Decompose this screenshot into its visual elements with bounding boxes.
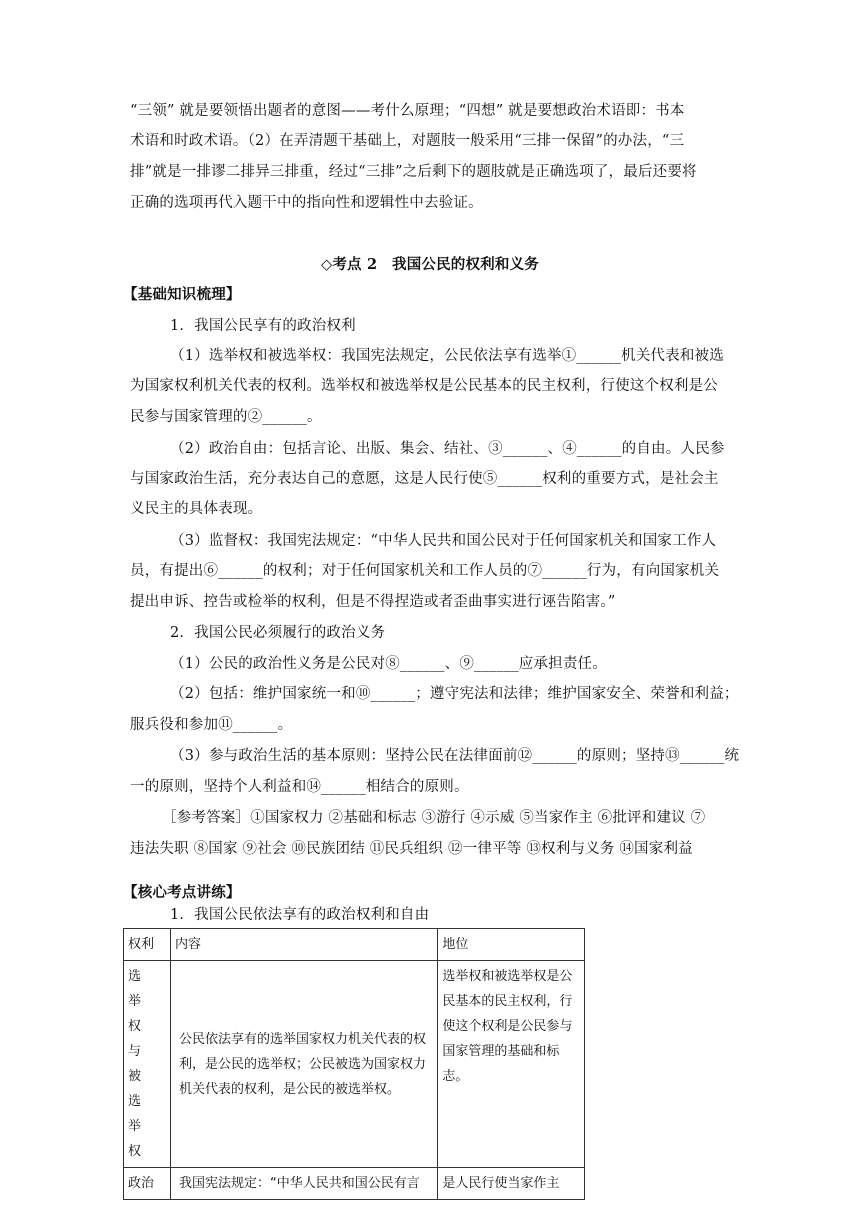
basics-item-1-title: 1．我国公民享有的政治权利 xyxy=(170,318,356,334)
basics-heading: 【基础知识梳理】 xyxy=(123,286,241,303)
header-cell-right: 权利 xyxy=(124,929,171,961)
table-header-row xyxy=(124,929,585,961)
para-3-line-1: （3）监督权：我国宪法规定：“中华人民共和国公民对于任何国家机关和国家工作人 xyxy=(170,533,717,549)
table-row xyxy=(124,1168,585,1200)
para-1-line-3: 民参与国家管理的②______。 xyxy=(130,409,322,425)
para-2-line-1: （2）政治自由：包括言论、出版、集会、结社、③______、④______的自由。人民参 xyxy=(170,441,725,457)
para-2-line-3: 义民主的具体表现。 xyxy=(130,501,263,517)
core-heading: 【核心考点讲练】 xyxy=(123,884,241,901)
row-1-status: 选举权和被选举权是公民基本的民主权利，行使这个权利是公民参与国家管理的基础和标志。 xyxy=(438,961,585,1168)
answers-line-2: 违法失职 ⑧国家 ⑨社会 ⑩民族团结 ⑪民兵组织 ⑫一律平等 ⑬权利与义务 ⑭国家利益 xyxy=(130,841,693,857)
duty-2-line-2: 服兵役和参加⑪______。 xyxy=(130,717,293,733)
row-2-content: 我国宪法规定：“中华人民共和国公民有言 xyxy=(171,1168,438,1200)
intro-line-1: “三领” 就是要领悟出题者的意图——考什么原理；“四想” 就是要想政治术语即：书本 xyxy=(130,103,685,119)
header-cell-status: 地位 xyxy=(438,929,585,961)
para-3-line-3: 提出申诉、控告或检举的权利，但是不得捏造或者歪曲事实进行诬告陷害。” xyxy=(130,594,616,610)
basics-item-2-title: 2．我国公民必须履行的政治义务 xyxy=(170,625,386,641)
core-item-1-title: 1．我国公民依法享有的政治权利和自由 xyxy=(170,907,430,923)
para-1-line-1: （1）选举权和被选举权：我国宪法规定，公民依法享有选举①______机关代表和被选 xyxy=(170,348,724,364)
duty-2-line-1: （2）包括：维护国家统一和⑩______；遵守宪法和法律；维护国家安全、荣誉和利益； xyxy=(170,686,739,702)
para-1-line-2: 为国家权利机关代表的权利。选举权和被选举权是公民基本的民主权利，行使这个权利是公 xyxy=(130,378,718,394)
row-2-right: 政治 xyxy=(124,1168,171,1200)
header-cell-content: 内容 xyxy=(171,929,438,961)
intro-line-2: 术语和时政术语。（2）在弄清题干基础上，对题肢一般采用“三排一保留”的办法，“三 xyxy=(130,133,685,149)
table-row xyxy=(124,961,585,1168)
para-3-line-2: 员，有提出⑥______的权利；对于任何国家机关和工作人员的⑦______行为，有向国家机关 xyxy=(130,563,720,579)
intro-line-3: 排”就是一排谬二排异三排重，经过“三排”之后剩下的题肢就是正确选项了，最后还要将 xyxy=(130,164,697,180)
duty-3-line-2: 一的原则，坚持个人利益和⑭______相结合的原则。 xyxy=(130,779,469,795)
section-title: ◇考点 2 我国公民的权利和义务 xyxy=(321,256,539,273)
duty-3-line-1: （3）参与政治生活的基本原则：坚持公民在法律面前⑫______的原则；坚持⑬______统 xyxy=(170,748,740,764)
row-1-content: 公民依法享有的选举国家权力机关代表的权利，是公民的选举权；公民被选为国家权力机关代表的权利，是公民的被选举权。 xyxy=(171,961,438,1168)
row-1-right: 选举权与被选举权 xyxy=(124,961,171,1168)
row-2-status: 是人民行使当家作主 xyxy=(438,1168,585,1200)
para-2-line-2: 与国家政治生活，充分表达自己的意愿，这是人民行使⑤______权利的重要方式，是社会主 xyxy=(130,471,719,487)
rights-table xyxy=(123,928,585,1200)
answers-line-1: ［参考答案］①国家权力 ②基础和标志 ③游行 ④示威 ⑤当家作主 ⑥批评和建议 ⑦ xyxy=(162,810,706,826)
intro-line-4: 正确的选项再代入题干中的指向性和逻辑性中去验证。 xyxy=(130,195,483,211)
duty-1: （1）公民的政治性义务是公民对⑧______、⑨______应承担责任。 xyxy=(170,656,607,672)
